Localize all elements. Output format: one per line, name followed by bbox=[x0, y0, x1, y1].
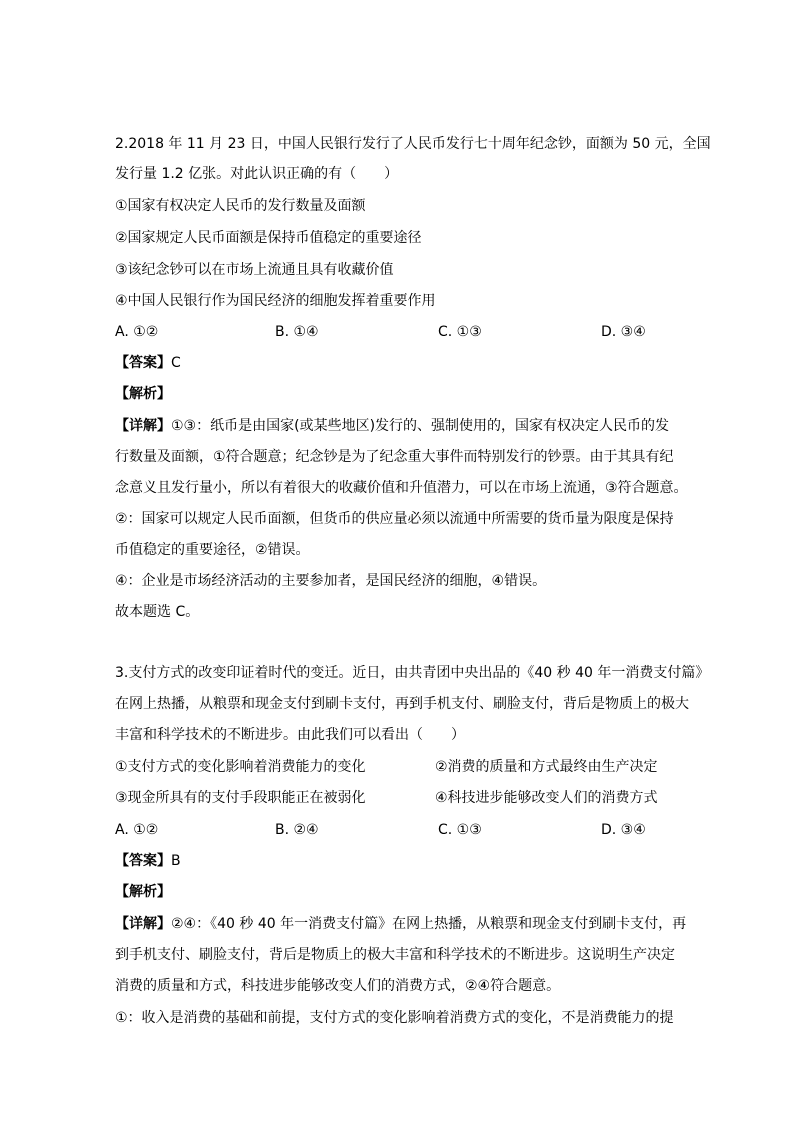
q2-detail-line-2: 行数量及面额，①符合题意；纪念钞是为了纪念重大事件而特别发行的钞票。由于其具有纪 bbox=[115, 449, 674, 465]
q2-stem-line-1: 2.2018 年 11 月 23 日，中国人民银行发行了人民币发行七十周年纪念钞，面额为 50 元，全国 bbox=[115, 136, 711, 152]
q3-answer-label: 【答案】 bbox=[115, 853, 171, 869]
q3-analysis-label bbox=[115, 882, 171, 902]
q2-detail-line-5: 币值稳定的重要途径，②错误。 bbox=[115, 542, 310, 558]
q3-option-d: D. ③④ bbox=[601, 822, 646, 838]
q2-stem-line-2: 发行量 1.2 亿张。对此认识正确的有（ ） bbox=[115, 166, 399, 182]
q2-answer-label: 【答案】 bbox=[115, 355, 171, 371]
q2-answer-value: C bbox=[171, 355, 181, 371]
q3-detail-text-1: ②④：《40 秒 40 年一消费支付篇》在网上热播，从粮票和现金支付到刷卡支付，再 bbox=[171, 916, 687, 932]
q3-stem-line-1: 3.支付方式的改变印证着时代的变迁。近日，由共青团中央出品的《40 秒 40 年一消费支付篇》 bbox=[115, 665, 710, 681]
q2-option-d: D. ③④ bbox=[601, 324, 646, 340]
q2-detail-line-4: ②：国家可以规定人民币面额，但货币的供应量必须以流通中所需要的货币量为限度是保持 bbox=[115, 511, 674, 527]
q2-detail-line-1 bbox=[115, 416, 669, 436]
q2-item-3: ③该纪念钞可以在市场上流通且具有收藏价值 bbox=[115, 262, 394, 278]
q2-detail-text-1: ①③：纸币是由国家(或某些地区)发行的、强制使用的，国家有权决定人民币的发 bbox=[171, 418, 670, 434]
q3-analysis-heading: 【解析】 bbox=[115, 884, 171, 900]
q3-detail-line-3: 消费的质量和方式，科技进步能够改变人们的消费方式，②④符合题意。 bbox=[115, 978, 561, 994]
q3-option-c: C. ①③ bbox=[438, 822, 482, 838]
q3-answer-value: B bbox=[171, 853, 181, 869]
q3-answer bbox=[115, 851, 181, 871]
q3-item-4: ④科技进步能够改变人们的消费方式 bbox=[435, 790, 658, 806]
q3-stem-line-3: 丰富和科学技术的不断进步。由此我们可以看出（ ） bbox=[115, 727, 465, 743]
q3-option-a: A. ①② bbox=[115, 822, 159, 838]
q2-item-1: ①国家有权决定人民币的发行数量及面额 bbox=[115, 198, 366, 214]
q3-item-1: ①支付方式的变化影响着消费能力的变化 bbox=[115, 759, 366, 775]
q2-option-b: B. ①④ bbox=[275, 324, 319, 340]
q2-analysis-label bbox=[115, 384, 171, 404]
q2-option-a: A. ①② bbox=[115, 324, 159, 340]
q3-item-3: ③现金所具有的支付手段职能正在被弱化 bbox=[115, 790, 366, 806]
q3-detail-line-4: ①：收入是消费的基础和前提，支付方式的变化影响着消费方式的变化，不是消费能力的提 bbox=[115, 1010, 674, 1026]
q2-detail-label: 【详解】 bbox=[115, 418, 171, 434]
q3-item-2: ②消费的质量和方式最终由生产决定 bbox=[435, 759, 658, 775]
q2-detail-line-7: 故本题选 C。 bbox=[115, 604, 200, 620]
q2-item-2: ②国家规定人民币面额是保持币值稳定的重要途径 bbox=[115, 230, 422, 246]
q2-detail-line-3: 念意义且发行量小，所以有着很大的收藏价值和升值潜力，可以在市场上流通，③符合题意。 bbox=[115, 480, 688, 496]
q3-stem-line-2: 在网上热播，从粮票和现金支付到刷卡支付，再到手机支付、刷脸支付，背后是物质上的极大 bbox=[115, 696, 689, 712]
q2-analysis-heading: 【解析】 bbox=[115, 386, 171, 402]
q2-option-c: C. ①③ bbox=[438, 324, 482, 340]
q2-item-4: ④中国人民银行作为国民经济的细胞发挥着重要作用 bbox=[115, 293, 436, 309]
q3-option-b: B. ②④ bbox=[275, 822, 319, 838]
q3-detail-line-2: 到手机支付、刷脸支付，背后是物质上的极大丰富和科学技术的不断进步。这说明生产决定 bbox=[115, 947, 675, 963]
q2-detail-line-6: ④：企业是市场经济活动的主要参加者，是国民经济的细胞，④错误。 bbox=[115, 573, 547, 589]
q3-detail-label: 【详解】 bbox=[115, 916, 171, 932]
q2-answer bbox=[115, 353, 181, 373]
q3-detail-line-1 bbox=[115, 914, 686, 934]
